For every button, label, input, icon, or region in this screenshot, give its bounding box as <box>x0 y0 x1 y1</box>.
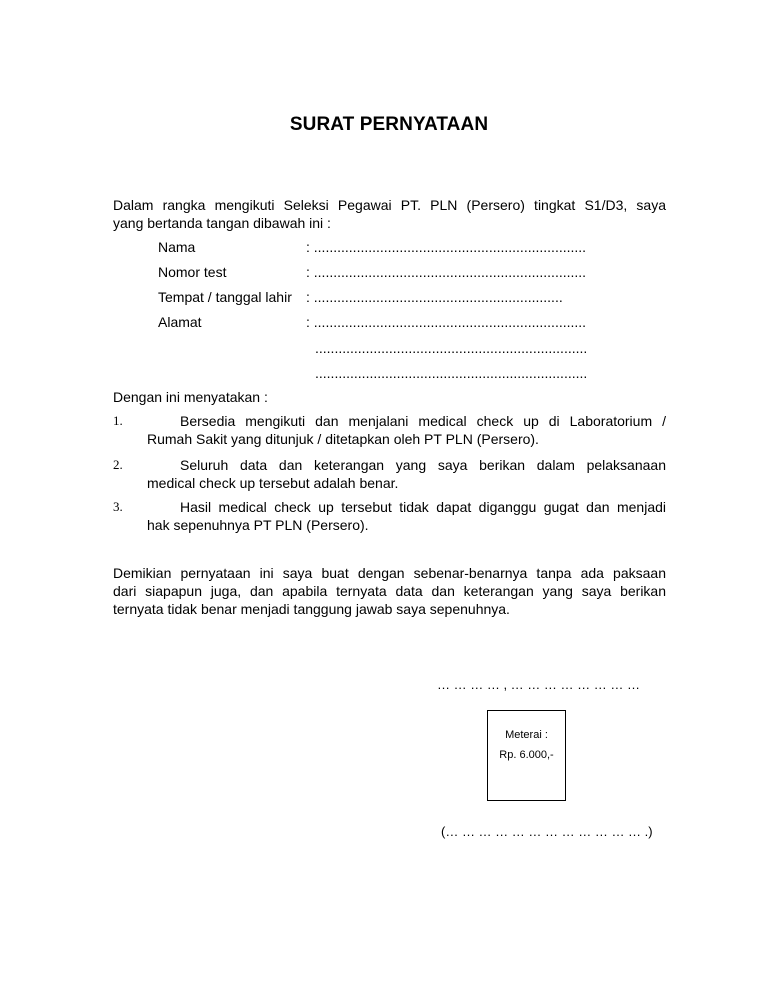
field-value: : ...................................................................... <box>306 239 587 255</box>
field-value: : ................................................................ <box>306 289 563 305</box>
stamp-amount: Rp. 6.000,- <box>499 749 554 761</box>
statement-heading-text: Dengan ini menyatakan : <box>113 389 268 405</box>
list-item-number: 1. <box>113 413 123 428</box>
statement-heading <box>113 388 666 406</box>
list-item-number: 2. <box>113 457 123 472</box>
stamp-label: Meterai : <box>505 729 548 741</box>
field-label: Nama <box>158 239 196 255</box>
list-item-line-1: Hasil medical check up tersebut tidak dapat diganggu gugat dan menjadi <box>180 499 666 515</box>
closing-line-2: dari siapapun juga, dan apabila ternyata data dan keterangan yang saya berikan <box>113 583 666 599</box>
place-date-line: … … … … , … … … … … … … … <box>437 677 640 692</box>
field-value: : ...................................................................... <box>306 264 587 280</box>
list-item-line-1: Bersedia mengikuti dan menjalani medical check up di Laboratorium / <box>180 413 666 429</box>
document-title: SURAT PERNYATAAN <box>289 114 489 135</box>
intro-line-1: Dalam rangka mengikuti Seleksi Pegawai PT. PLN (Persero) tingkat S1/D3, saya <box>113 197 666 213</box>
field-label: Nomor test <box>158 264 227 280</box>
address-continuation-line: ...................................................................... <box>315 365 588 381</box>
list-item-line-2: medical check up tersebut adalah benar. <box>147 475 399 491</box>
closing-line-3: ternyata tidak benar menjadi tanggung jawab saya sepenuhnya. <box>113 601 510 617</box>
intro-paragraph <box>113 196 666 232</box>
field-label: Alamat <box>158 314 202 330</box>
list-item-line-2: Rumah Sakit yang ditunjuk / ditetapkan oleh PT PLN (Persero). <box>147 431 539 447</box>
closing-line-1: Demikian pernyataan ini saya buat dengan sebenar-benarnya tanpa ada paksaan <box>113 565 666 581</box>
stamp-box <box>487 710 566 801</box>
closing-paragraph <box>113 564 666 618</box>
address-continuation-line: ...................................................................... <box>315 340 588 356</box>
signature-line: (… … … … … … … … … … … … .) <box>441 824 653 839</box>
list-item-line-2: hak sepenuhnya PT PLN (Persero). <box>147 517 369 533</box>
list-item-line-1: Seluruh data dan keterangan yang saya berikan dalam pelaksanaan <box>180 457 666 473</box>
field-value: : ...................................................................... <box>306 314 587 330</box>
list-item-number: 3. <box>113 499 123 514</box>
field-label: Tempat / tanggal lahir <box>158 289 292 305</box>
intro-line-2: yang bertanda tangan dibawah ini : <box>113 215 331 231</box>
